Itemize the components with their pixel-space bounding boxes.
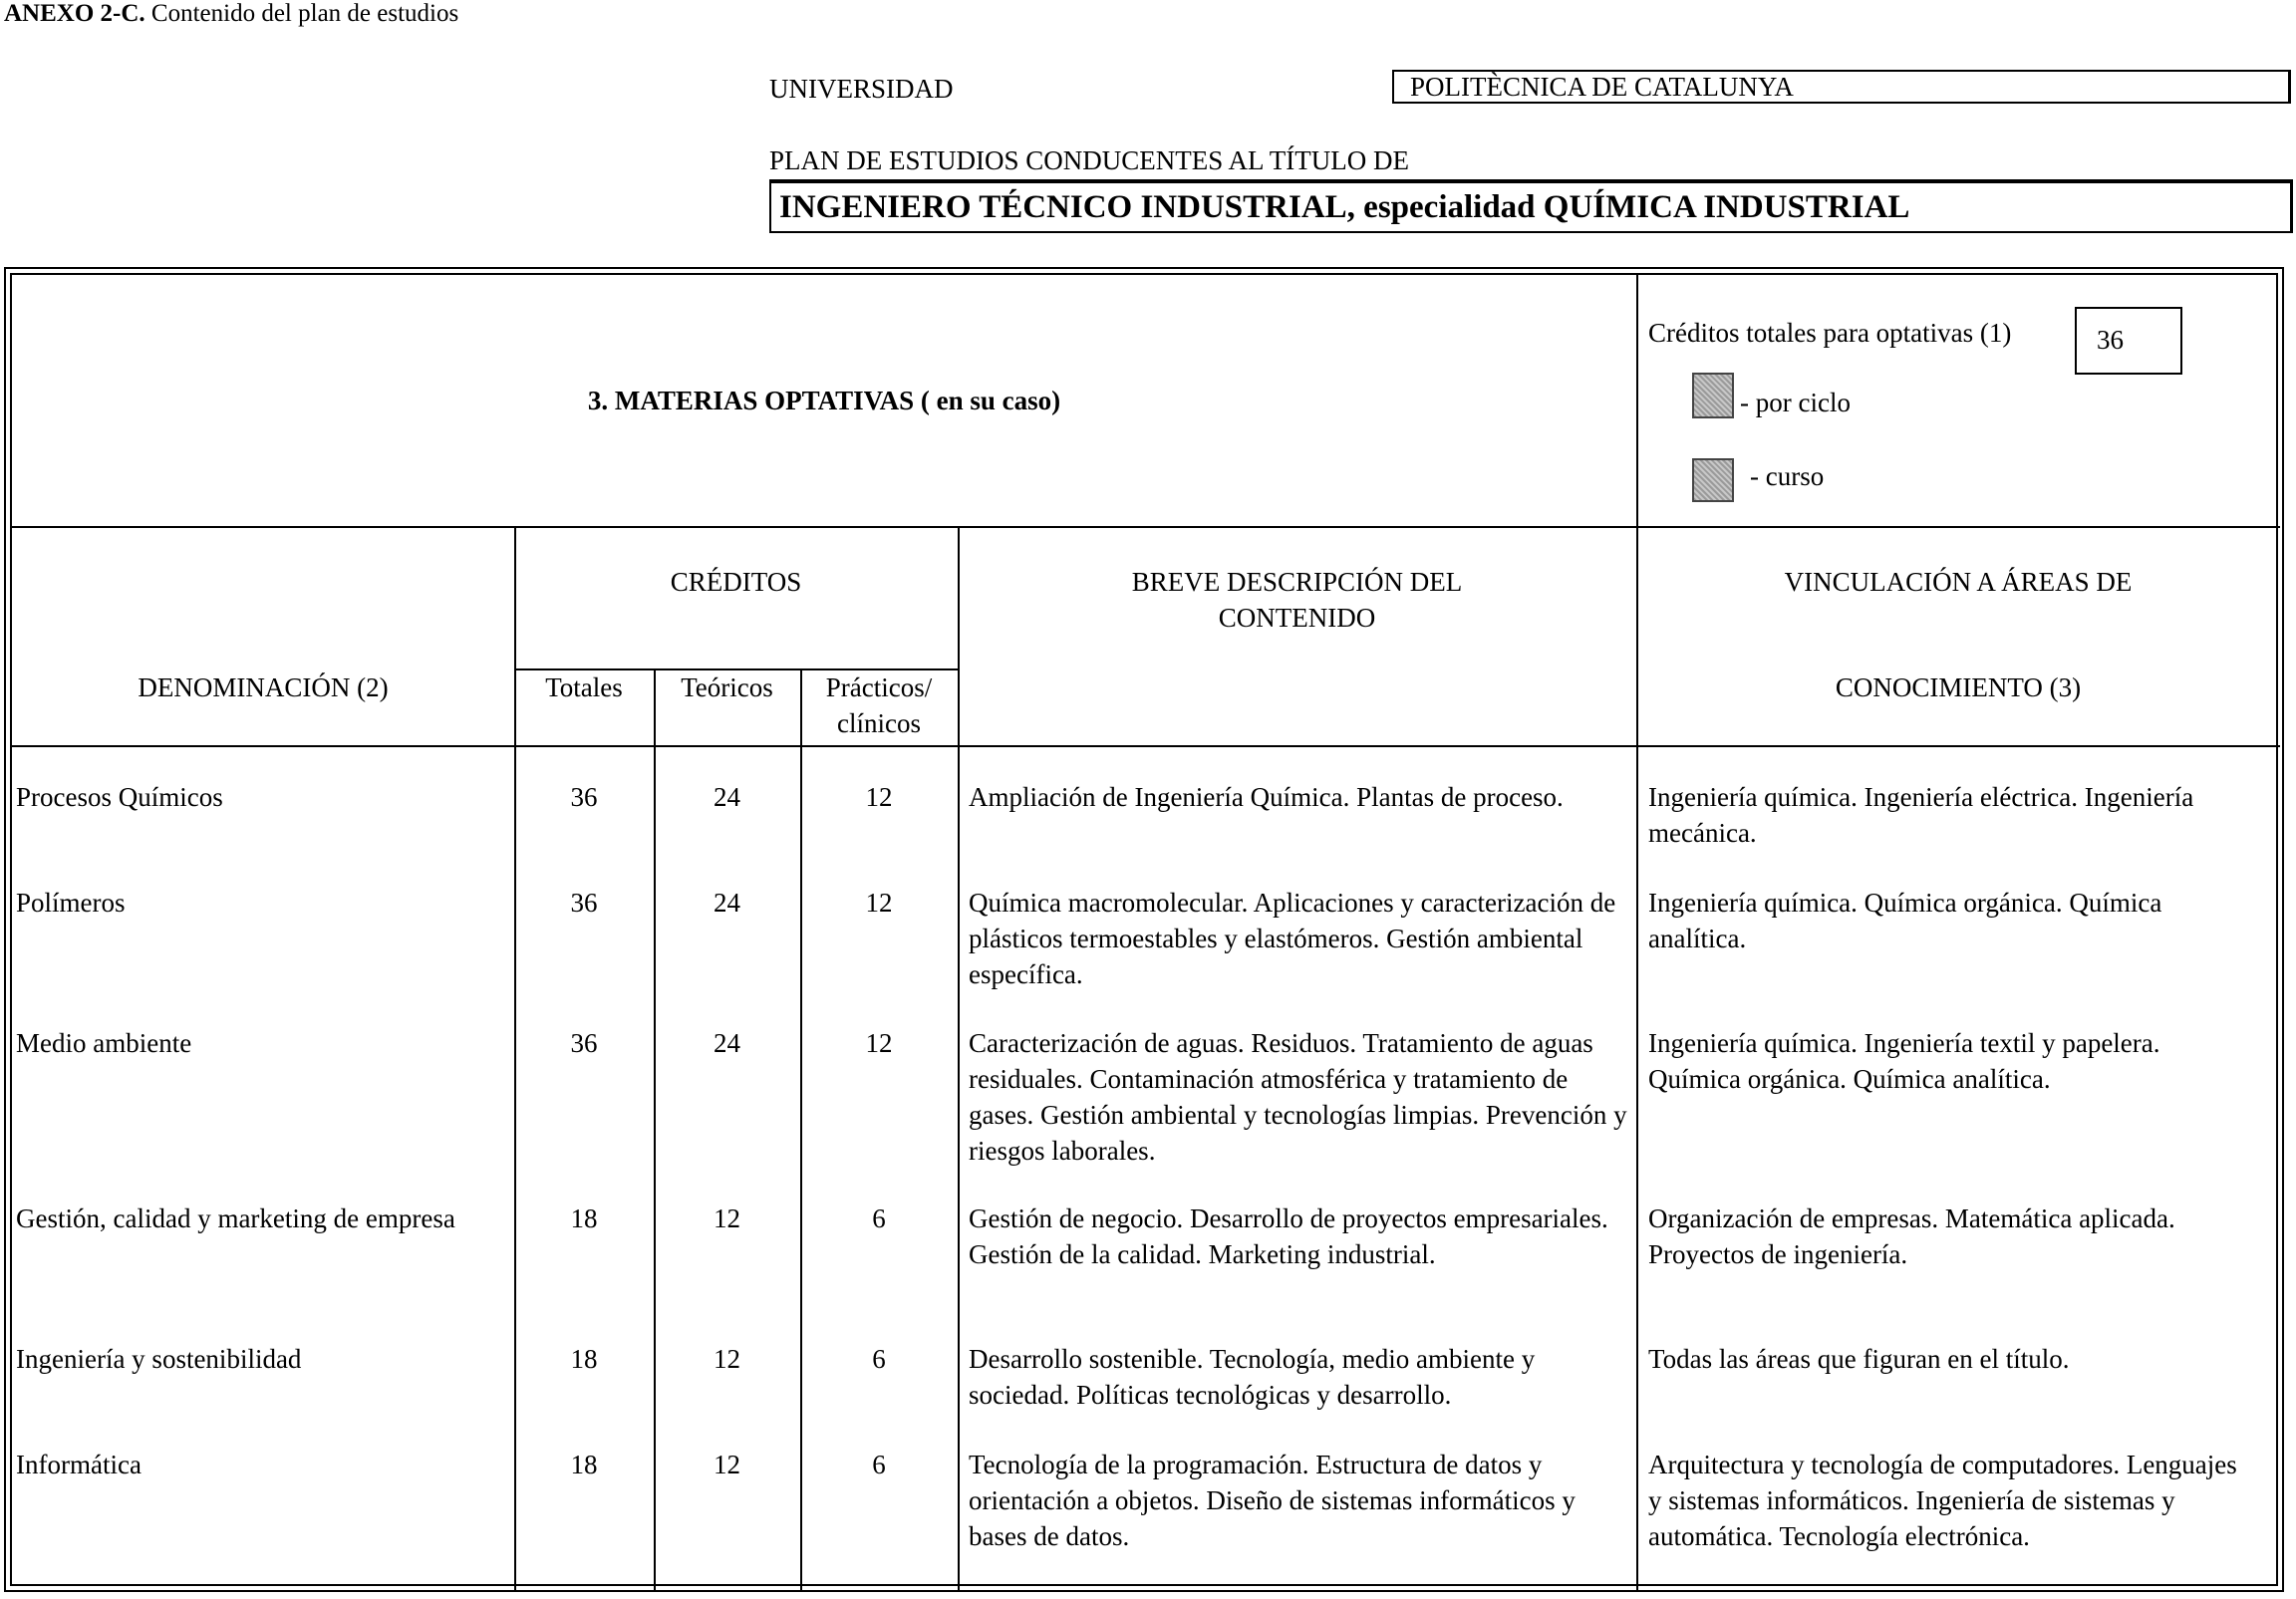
university-value: POLITÈCNICA DE CATALUNYA: [1392, 70, 2291, 104]
cell-descripcion: Desarrollo sostenible. Tecnología, medio ambiente y sociedad. Políticas tecnológicas y desarrollo.: [969, 1344, 1536, 1410]
header-practicos-line1: Prácticos/: [825, 672, 933, 702]
credits-label: Créditos totales para optativas (1): [1648, 318, 2012, 348]
cell-denominacion: Medio ambiente: [16, 1028, 192, 1058]
cell-teoricos: 12: [714, 1450, 740, 1479]
degree-title: INGENIERO TÉCNICO INDUSTRIAL, especialidad QUÍMICA INDUSTRIAL: [769, 179, 2293, 233]
university-label: UNIVERSIDAD: [769, 74, 954, 104]
header-vinculacion-line1: VINCULACIÓN A ÁREAS DE: [1784, 567, 2133, 597]
header-vinculacion-line2: CONOCIMIENTO (3): [1835, 672, 2082, 702]
per-cycle-swatch: [1692, 373, 1734, 418]
cell-teoricos: 24: [714, 888, 740, 918]
header-creditos: CRÉDITOS: [670, 567, 802, 597]
divider-line: [12, 526, 2280, 528]
cell-descripcion: Química macromolecular. Aplicaciones y caracterización de plásticos termoestables y elastómeros. Gestión ambiental específica.: [969, 888, 1616, 989]
cell-teoricos: 24: [714, 1028, 740, 1058]
cell-denominacion: Informática: [16, 1450, 142, 1479]
cell-descripcion: Ampliación de Ingeniería Química. Plantas de proceso.: [969, 782, 1564, 812]
cell-denominacion: Ingeniería y sostenibilidad: [16, 1344, 302, 1374]
plan-label: PLAN DE ESTUDIOS CONDUCENTES AL TÍTULO DE: [769, 145, 1409, 175]
per-course-swatch: [1692, 458, 1734, 502]
cell-areas: Ingeniería química. Química orgánica. Química analítica.: [1648, 888, 2162, 953]
header-descripcion: [958, 564, 1636, 636]
cell-totales: 18: [570, 1203, 598, 1233]
optional-subjects-table: [4, 267, 2284, 1592]
header-totales: Totales: [545, 672, 623, 702]
divider-line: [958, 526, 960, 1590]
section-title: 3. MATERIAS OPTATIVAS ( en su caso): [587, 386, 1061, 415]
cell-practicos: 12: [865, 1028, 893, 1058]
cell-practicos: 12: [865, 888, 893, 918]
header-descripcion-line1: BREVE DESCRIPCIÓN DEL: [1131, 567, 1463, 597]
cell-descripcion: Gestión de negocio. Desarrollo de proyectos empresariales. Gestión de la calidad. Marketing industrial.: [969, 1203, 1608, 1269]
credits-total: 36: [2075, 307, 2182, 375]
cell-denominacion: Polímeros: [16, 888, 126, 918]
per-cycle-label: - por ciclo: [1740, 388, 1851, 417]
cell-descripcion: Tecnología de la programación. Estructura de datos y orientación a objetos. Diseño de sistemas informáticos y bases de datos.: [969, 1450, 1576, 1551]
cell-areas: Organización de empresas. Matemática aplicada. Proyectos de ingeniería.: [1648, 1203, 2175, 1269]
annex-text: Contenido del plan de estudios: [144, 0, 459, 27]
cell-teoricos: 24: [714, 782, 740, 812]
header-practicos: [800, 669, 958, 741]
cell-areas: Arquitectura y tecnología de computadores. Lenguajes y sistemas informáticos. Ingeniería de sistemas y automática. Tecnología electrónica.: [1648, 1450, 2237, 1551]
table-inner-border: [10, 273, 2278, 1586]
header-teoricos: Teóricos: [681, 672, 773, 702]
cell-descripcion: Caracterización de aguas. Residuos. Tratamiento de aguas residuales. Contaminación atmosférica y tratamiento de gases. Gestión ambiental y tecnologías limpias. Prevención y riesgos laborales.: [969, 1028, 1627, 1166]
cell-denominacion: Procesos Químicos: [16, 782, 223, 812]
annex-number: ANEXO 2-C.: [4, 0, 145, 27]
cell-totales: 36: [570, 888, 598, 918]
cell-practicos: 12: [865, 782, 893, 812]
cell-practicos: 6: [872, 1344, 886, 1374]
cell-practicos: 6: [872, 1450, 886, 1479]
cell-areas: Todas las áreas que figuran en el título.: [1648, 1344, 2070, 1374]
divider-line: [12, 745, 2280, 747]
cell-areas: Ingeniería química. Ingeniería eléctrica. Ingeniería mecánica.: [1648, 782, 2194, 848]
cell-totales: 36: [570, 1028, 598, 1058]
cell-totales: 18: [570, 1450, 598, 1479]
cell-teoricos: 12: [714, 1344, 740, 1374]
header-denominacion: DENOMINACIÓN (2): [138, 672, 389, 702]
cell-denominacion: Gestión, calidad y marketing de empresa: [16, 1203, 455, 1233]
annex-heading: [4, 0, 458, 28]
cell-practicos: 6: [872, 1203, 886, 1233]
cell-totales: 36: [570, 782, 598, 812]
cell-totales: 18: [570, 1344, 598, 1374]
cell-teoricos: 12: [714, 1203, 740, 1233]
header-practicos-line2: clínicos: [837, 708, 921, 738]
cell-areas: Ingeniería química. Ingeniería textil y papelera. Química orgánica. Química analítica.: [1648, 1028, 2160, 1094]
per-course-label: - curso: [1750, 461, 1825, 491]
header-descripcion-line2: CONTENIDO: [1218, 603, 1376, 633]
